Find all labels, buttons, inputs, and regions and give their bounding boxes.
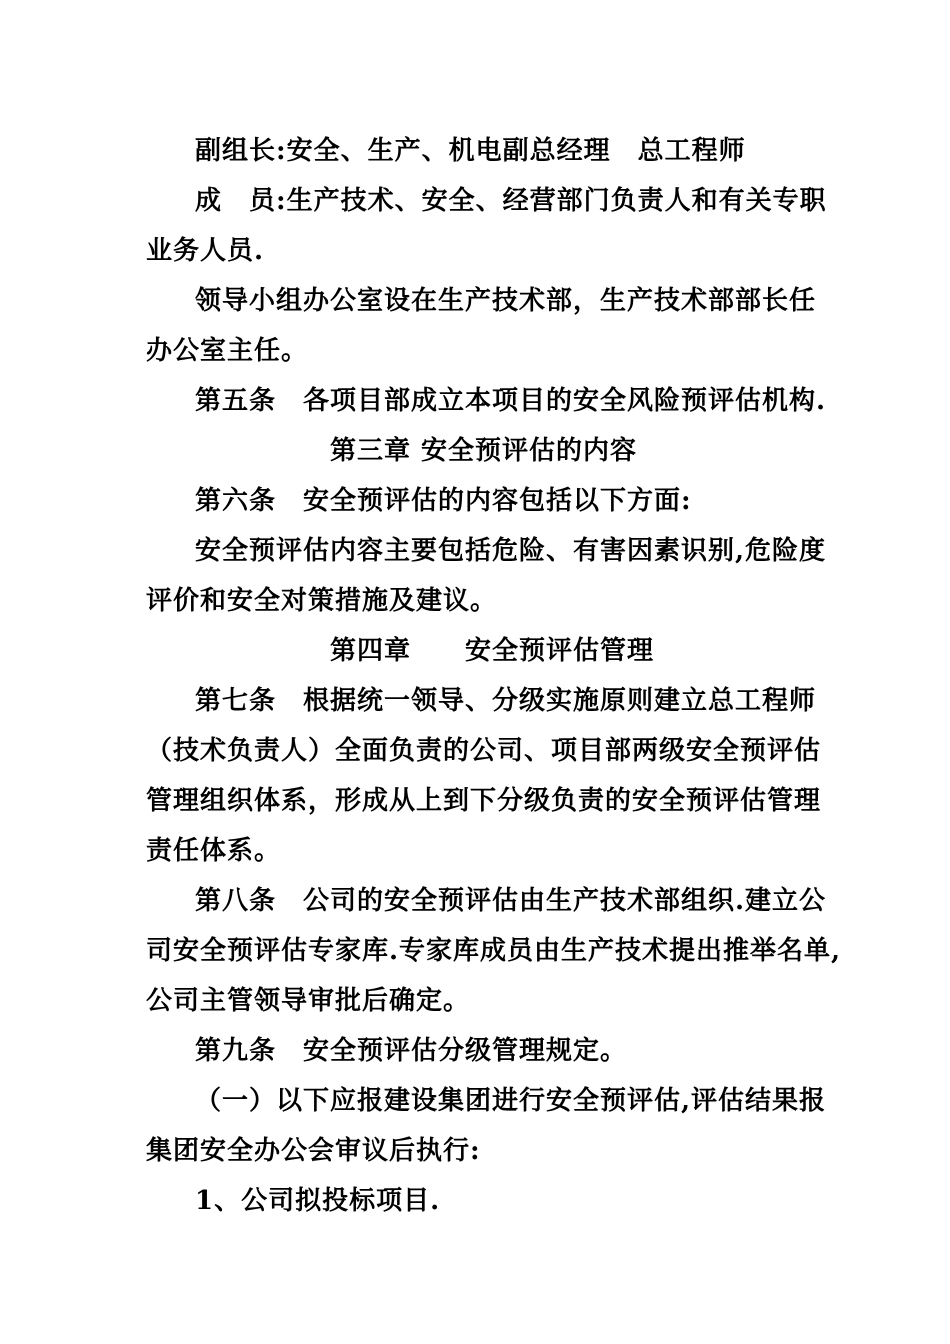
article-7-cont-2: 管理组织体系，形成从上到下分级负责的安全预评估管理 xyxy=(146,786,822,816)
article-7-cont-1: （技术负责人）全面负责的公司、项目部两级安全预评估 xyxy=(146,736,822,766)
article-8: 第八条 公司的安全预评估由生产技术部组织.建立公 xyxy=(195,886,827,916)
text-line-office-cont: 办公室主任。 xyxy=(146,336,309,366)
clause-1-cont: 集团安全办公会审议后执行: xyxy=(146,1136,481,1166)
chapter-3-heading: 第三章 安全预评估的内容 xyxy=(330,436,638,466)
article-9: 第九条 安全预评估分级管理规定。 xyxy=(195,1036,628,1066)
article-7-cont-3: 责任体系。 xyxy=(146,836,282,866)
article-5: 第五条 各项目部成立本项目的安全风险预评估机构. xyxy=(195,386,827,416)
text-line-members: 成 员:生产技术、安全、经营部门负责人和有关专职 xyxy=(195,186,827,216)
article-8-cont-1: 司安全预评估专家库.专家库成员由生产技术提出推举名单, xyxy=(146,936,842,966)
article-6: 第六条 安全预评估的内容包括以下方面: xyxy=(195,486,692,516)
chapter-4-heading: 第四章 安全预评估管理 xyxy=(330,636,655,666)
item-1: 1、公司拟投标项目. xyxy=(195,1186,441,1216)
text-line-content: 安全预评估内容主要包括危险、有害因素识别,危险度 xyxy=(195,536,827,566)
article-7: 第七条 根据统一领导、分级实施原则建立总工程师 xyxy=(195,686,817,716)
text-line-members-cont: 业务人员. xyxy=(146,236,265,266)
text-line-content-cont: 评价和安全对策措施及建议。 xyxy=(146,586,498,616)
text-line-office: 领导小组办公室设在生产技术部，生产技术部部长任 xyxy=(195,286,817,316)
article-8-cont-2: 公司主管领导审批后确定。 xyxy=(146,986,471,1016)
clause-1: （一）以下应报建设集团进行安全预评估,评估结果报 xyxy=(195,1086,827,1116)
text-line-vice-leader: 副组长:安全、生产、机电副总经理 总工程师 xyxy=(195,136,746,166)
